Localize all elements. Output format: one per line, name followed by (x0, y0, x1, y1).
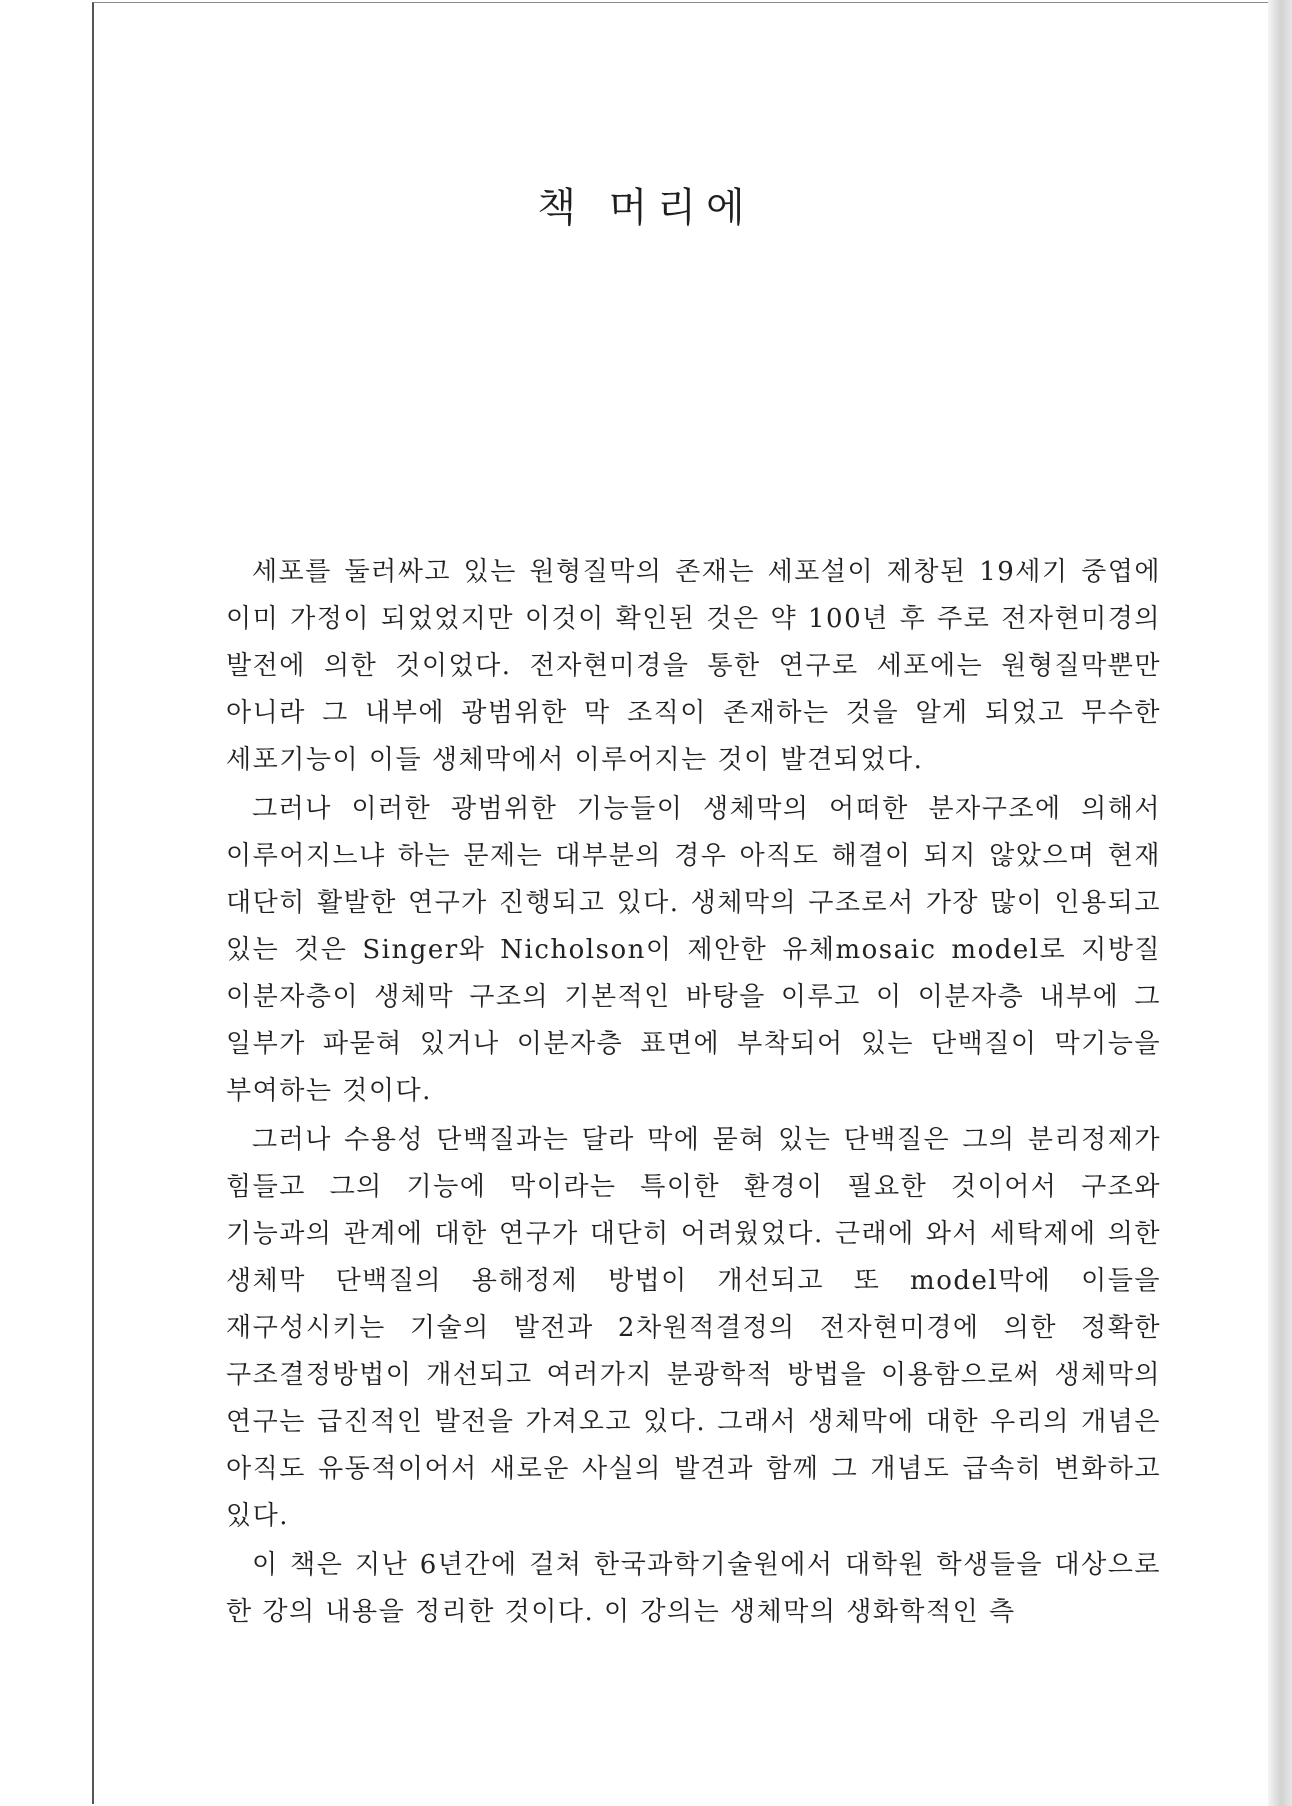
paragraph-1: 세포를 둘러싸고 있는 원형질막의 존재는 세포설이 제창된 19세기 중엽에 이미 가정이 되었었지만 이것이 확인된 것은 약 100년 후 주로 전자현미경의 발전에 의한 것이었다. 전자현미경을 통한 연구로 세포에는 원형질막뿐만 아니라 그 내부에 광범위한 막 조직이 존재하는 것을 알게 되었고 무수한 세포기능이 이들 생체막에서 이루어지는 것이 발견되었다. (226, 557, 1161, 775)
page-title: 책 머리에 (537, 185, 755, 231)
page-edge-shadow (1268, 0, 1292, 1806)
paragraph-2: 그러나 이러한 광범위한 기능들이 생체막의 어떠한 분자구조에 의해서 이루어지느냐 하는 문제는 대부분의 경우 아직도 해결이 되지 않았으며 현재 대단히 활발한 연구가 진행되고 있다. 생체막의 구조로서 가장 많이 인용되고 있는 것은 Singer와 Nicholson이 제안한 유체mosaic model로 지방질 이분자층이 생체막 구조의 기본적인 바탕을 이루고 이 이분자층 내부에 그 일부가 파묻혀 있거나 이분자층 표면에 부착되어 있는 단백질이 막기능을 부여하는 것이다. (226, 794, 1161, 1106)
body-text (226, 549, 1161, 1636)
paragraph-3: 그러나 수용성 단백질과는 달라 막에 묻혀 있는 단백질은 그의 분리정제가 힘들고 그의 기능에 막이라는 특이한 환경이 필요한 것이어서 구조와 기능과의 관계에 대한 연구가 대단히 어려웠었다. 근래에 와서 세탁제에 의한 생체막 단백질의 용해정제 방법이 개선되고 또 model막에 이들을 재구성시키는 기술의 발전과 2차원적결정의 전자현미경에 의한 정확한 구조결정방법이 개선되고 여러가지 분광학적 방법을 이용함으로써 생체막의 연구는 급진적인 발전을 가져오고 있다. 그래서 생체막에 대한 우리의 개념은 아직도 유동적이어서 새로운 사실의 발견과 함께 그 개념도 급속히 변화하고 있다. (226, 1125, 1161, 1531)
paragraph-4: 이 책은 지난 6년간에 걸쳐 한국과학기술원에서 대학원 학생들을 대상으로 한 강의 내용을 정리한 것이다. 이 강의는 생체막의 생화학적인 측 (226, 1550, 1161, 1627)
